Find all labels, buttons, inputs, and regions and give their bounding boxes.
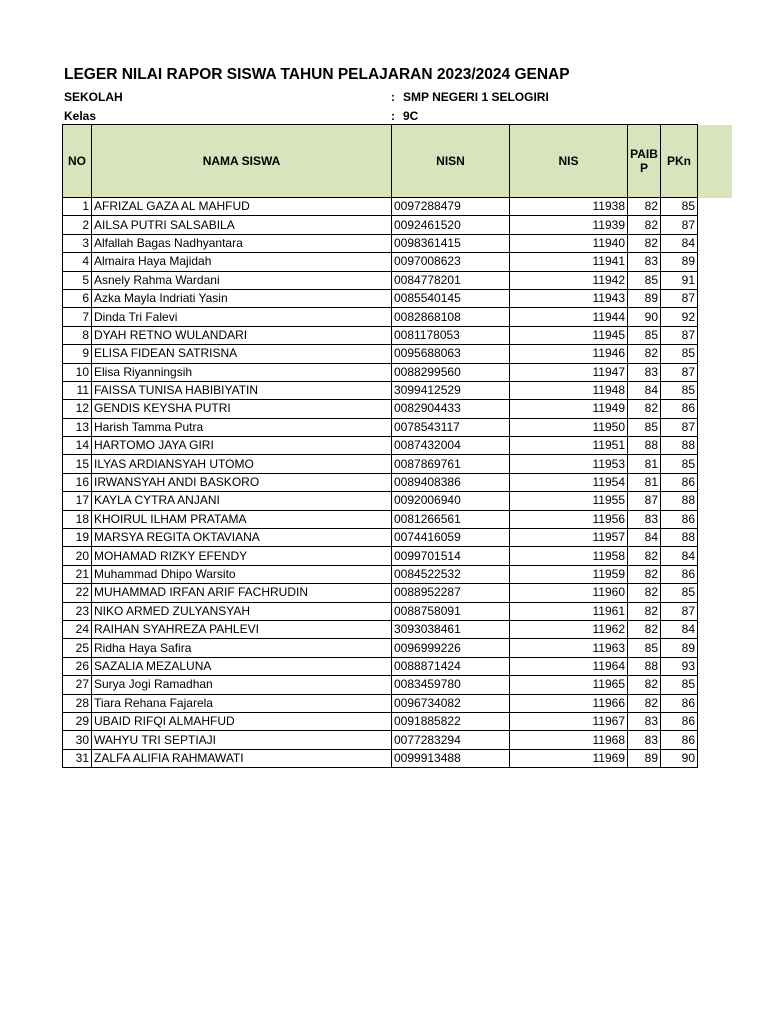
table-row	[63, 510, 698, 528]
cell-no: 28	[63, 694, 92, 712]
cell-nama: Dinda Tri Falevi	[92, 308, 392, 326]
table-header-row	[63, 125, 698, 198]
cell-paibp: 82	[628, 216, 661, 234]
school-colon: :	[391, 90, 395, 104]
cell-nisn: 0092006940	[392, 492, 510, 510]
cell-paibp: 82	[628, 676, 661, 694]
cell-no: 7	[63, 308, 92, 326]
cell-nama: Surya Jogi Ramadhan	[92, 676, 392, 694]
table-row	[63, 216, 698, 234]
cell-pkn: 91	[661, 271, 698, 289]
cell-pkn: 85	[661, 345, 698, 363]
cell-paibp: 83	[628, 712, 661, 730]
cell-pkn: 85	[661, 198, 698, 216]
cell-nis: 11956	[510, 510, 628, 528]
cell-no: 30	[63, 731, 92, 749]
cell-nisn: 0092461520	[392, 216, 510, 234]
cell-nis: 11962	[510, 620, 628, 638]
cell-pkn: 85	[661, 676, 698, 694]
cell-nama: GENDIS KEYSHA PUTRI	[92, 400, 392, 418]
cell-nisn: 0087869761	[392, 455, 510, 473]
cell-no: 27	[63, 676, 92, 694]
header-paibp	[628, 125, 661, 198]
cell-nisn: 0084522532	[392, 565, 510, 583]
cell-nama: HARTOMO JAYA GIRI	[92, 437, 392, 455]
cell-pkn: 85	[661, 381, 698, 399]
table-row	[63, 565, 698, 583]
cell-no: 2	[63, 216, 92, 234]
cell-pkn: 89	[661, 253, 698, 271]
table-row	[63, 547, 698, 565]
cell-nisn: 0096999226	[392, 639, 510, 657]
cell-nama: MUHAMMAD IRFAN ARIF FACHRUDIN	[92, 584, 392, 602]
cell-nisn: 0087432004	[392, 437, 510, 455]
cell-nisn: 0081178053	[392, 326, 510, 344]
table-row	[63, 271, 698, 289]
class-colon: :	[391, 109, 395, 123]
table-row	[63, 326, 698, 344]
cell-nisn: 3099412529	[392, 381, 510, 399]
header-nisn: NISN	[392, 125, 510, 198]
school-label: SEKOLAH	[64, 90, 123, 104]
cell-no: 24	[63, 620, 92, 638]
cell-pkn: 87	[661, 602, 698, 620]
cell-no: 29	[63, 712, 92, 730]
cell-nisn: 0099913488	[392, 749, 510, 767]
cell-nis: 11939	[510, 216, 628, 234]
cell-nisn: 0074416059	[392, 529, 510, 547]
cell-paibp: 82	[628, 602, 661, 620]
cell-no: 4	[63, 253, 92, 271]
cell-nis: 11941	[510, 253, 628, 271]
cell-pkn: 88	[661, 529, 698, 547]
cell-nisn: 0085540145	[392, 289, 510, 307]
table-row	[63, 492, 698, 510]
cell-pkn: 86	[661, 400, 698, 418]
cell-pkn: 89	[661, 639, 698, 657]
cell-no: 8	[63, 326, 92, 344]
cell-pkn: 86	[661, 473, 698, 491]
cell-nama: ELISA FIDEAN SATRISNA	[92, 345, 392, 363]
cell-paibp: 89	[628, 749, 661, 767]
cell-nama: UBAID RIFQI ALMAHFUD	[92, 712, 392, 730]
cell-paibp: 85	[628, 326, 661, 344]
cell-nama: Muhammad Dhipo Warsito	[92, 565, 392, 583]
table-row	[63, 639, 698, 657]
cell-no: 5	[63, 271, 92, 289]
cell-nis: 11946	[510, 345, 628, 363]
cell-paibp: 81	[628, 473, 661, 491]
cell-paibp: 89	[628, 289, 661, 307]
table-row	[63, 289, 698, 307]
cell-paibp: 84	[628, 529, 661, 547]
cell-nisn: 0084778201	[392, 271, 510, 289]
cell-nisn: 0082904433	[392, 400, 510, 418]
cell-paibp: 83	[628, 363, 661, 381]
table-row	[63, 529, 698, 547]
cell-paibp: 85	[628, 639, 661, 657]
cell-paibp: 88	[628, 657, 661, 675]
cell-no: 6	[63, 289, 92, 307]
cell-nis: 11966	[510, 694, 628, 712]
table-row	[63, 584, 698, 602]
cell-nisn: 0078543117	[392, 418, 510, 436]
cell-nis: 11944	[510, 308, 628, 326]
cell-paibp: 82	[628, 584, 661, 602]
cell-nis: 11961	[510, 602, 628, 620]
cell-pkn: 87	[661, 216, 698, 234]
cell-nama: MARSYA REGITA OKTAVIANA	[92, 529, 392, 547]
cell-pkn: 88	[661, 492, 698, 510]
cell-paibp: 81	[628, 455, 661, 473]
cell-nisn: 0077283294	[392, 731, 510, 749]
table-row	[63, 694, 698, 712]
cell-nis: 11951	[510, 437, 628, 455]
cell-paibp: 82	[628, 694, 661, 712]
header-pkn: PKn	[661, 125, 698, 198]
cell-nisn: 0088952287	[392, 584, 510, 602]
table-row	[63, 455, 698, 473]
cell-nama: ZALFA ALIFIA RAHMAWATI	[92, 749, 392, 767]
table-row	[63, 198, 698, 216]
cell-nisn: 0089408386	[392, 473, 510, 491]
cell-pkn: 88	[661, 437, 698, 455]
cell-nisn: 0097008623	[392, 253, 510, 271]
cell-nis: 11955	[510, 492, 628, 510]
cell-pkn: 86	[661, 712, 698, 730]
school-row	[64, 90, 549, 104]
table-row	[63, 473, 698, 491]
cell-pkn: 93	[661, 657, 698, 675]
cell-nama: Azka Mayla Indriati Yasin	[92, 289, 392, 307]
table-row	[63, 418, 698, 436]
cell-nama: Almaira Haya Majidah	[92, 253, 392, 271]
cell-nisn: 0098361415	[392, 234, 510, 252]
cell-pkn: 85	[661, 584, 698, 602]
cell-pkn: 87	[661, 326, 698, 344]
cell-nisn: 3093038461	[392, 620, 510, 638]
cell-pkn: 87	[661, 289, 698, 307]
cell-nama: KHOIRUL ILHAM PRATAMA	[92, 510, 392, 528]
class-row	[64, 109, 419, 123]
table-row	[63, 657, 698, 675]
cell-nama: IRWANSYAH ANDI BASKORO	[92, 473, 392, 491]
cell-nis: 11950	[510, 418, 628, 436]
cell-paibp: 82	[628, 620, 661, 638]
cell-nisn: 0081266561	[392, 510, 510, 528]
table-row	[63, 620, 698, 638]
cell-nama: AILSA PUTRI SALSABILA	[92, 216, 392, 234]
table-row	[63, 400, 698, 418]
cell-nama: NIKO ARMED ZULYANSYAH	[92, 602, 392, 620]
cell-nama: RAIHAN SYAHREZA PAHLEVI	[92, 620, 392, 638]
cell-nis: 11967	[510, 712, 628, 730]
cell-nis: 11938	[510, 198, 628, 216]
cell-paibp: 83	[628, 510, 661, 528]
table-row	[63, 749, 698, 767]
cell-paibp: 82	[628, 234, 661, 252]
cell-no: 16	[63, 473, 92, 491]
cell-nama: MOHAMAD RIZKY EFENDY	[92, 547, 392, 565]
cell-nis: 11969	[510, 749, 628, 767]
cell-nis: 11942	[510, 271, 628, 289]
cell-nisn: 0091885822	[392, 712, 510, 730]
cell-nama: AFRIZAL GAZA AL MAHFUD	[92, 198, 392, 216]
cell-nisn: 0082868108	[392, 308, 510, 326]
header-paibp-line1: PAIB	[630, 147, 658, 161]
cell-nis: 11963	[510, 639, 628, 657]
cell-no: 3	[63, 234, 92, 252]
header-paibp-line2: P	[639, 161, 648, 175]
table-row	[63, 345, 698, 363]
table-row	[63, 712, 698, 730]
cell-nis: 11949	[510, 400, 628, 418]
cell-no: 23	[63, 602, 92, 620]
cell-paibp: 88	[628, 437, 661, 455]
table-row	[63, 308, 698, 326]
table-row	[63, 381, 698, 399]
header-no: NO	[63, 125, 92, 198]
cell-nama: Alfallah Bagas Nadhyantara	[92, 234, 392, 252]
cell-pkn: 92	[661, 308, 698, 326]
cell-nama: Ridha Haya Safira	[92, 639, 392, 657]
cell-nis: 11959	[510, 565, 628, 583]
cell-no: 18	[63, 510, 92, 528]
cell-pkn: 84	[661, 234, 698, 252]
cell-pkn: 87	[661, 418, 698, 436]
cell-no: 11	[63, 381, 92, 399]
cell-nisn: 0095688063	[392, 345, 510, 363]
cell-no: 10	[63, 363, 92, 381]
cell-paibp: 85	[628, 418, 661, 436]
table-row	[63, 437, 698, 455]
cell-pkn: 86	[661, 694, 698, 712]
cell-nama: Harish Tamma Putra	[92, 418, 392, 436]
cell-no: 17	[63, 492, 92, 510]
cell-nis: 11943	[510, 289, 628, 307]
cell-nis: 11947	[510, 363, 628, 381]
cell-nis: 11964	[510, 657, 628, 675]
cell-pkn: 85	[661, 455, 698, 473]
cell-pkn: 87	[661, 363, 698, 381]
cell-paibp: 90	[628, 308, 661, 326]
cell-nisn: 0096734082	[392, 694, 510, 712]
cell-nama: Elisa Riyanningsih	[92, 363, 392, 381]
cell-nisn: 0088758091	[392, 602, 510, 620]
cell-nama: Tiara Rehana Fajarela	[92, 694, 392, 712]
table-row	[63, 234, 698, 252]
cell-nis: 11960	[510, 584, 628, 602]
cell-nis: 11940	[510, 234, 628, 252]
grades-table	[62, 124, 698, 768]
table-row	[63, 363, 698, 381]
header-fill-extension	[696, 125, 732, 198]
document-title: LEGER NILAI RAPOR SISWA TAHUN PELAJARAN 2023/2024 GENAP	[64, 66, 570, 83]
cell-paibp: 82	[628, 547, 661, 565]
cell-no: 13	[63, 418, 92, 436]
cell-paibp: 87	[628, 492, 661, 510]
table-body	[63, 198, 698, 768]
table-row	[63, 253, 698, 271]
cell-nama: Asnely Rahma Wardani	[92, 271, 392, 289]
cell-no: 15	[63, 455, 92, 473]
cell-pkn: 86	[661, 731, 698, 749]
cell-nis: 11945	[510, 326, 628, 344]
cell-pkn: 86	[661, 510, 698, 528]
cell-nisn: 0097288479	[392, 198, 510, 216]
cell-nis: 11948	[510, 381, 628, 399]
cell-nama: FAISSA TUNISA HABIBIYATIN	[92, 381, 392, 399]
cell-no: 26	[63, 657, 92, 675]
cell-pkn: 84	[661, 620, 698, 638]
cell-no: 9	[63, 345, 92, 363]
cell-nisn: 0088299560	[392, 363, 510, 381]
cell-nama: DYAH RETNO WULANDARI	[92, 326, 392, 344]
school-value: SMP NEGERI 1 SELOGIRI	[403, 90, 549, 104]
cell-no: 12	[63, 400, 92, 418]
cell-no: 20	[63, 547, 92, 565]
cell-paibp: 83	[628, 253, 661, 271]
cell-no: 25	[63, 639, 92, 657]
cell-nis: 11965	[510, 676, 628, 694]
cell-nisn: 0083459780	[392, 676, 510, 694]
cell-no: 22	[63, 584, 92, 602]
table-row	[63, 676, 698, 694]
cell-paibp: 85	[628, 271, 661, 289]
table-row	[63, 731, 698, 749]
cell-nisn: 0088871424	[392, 657, 510, 675]
class-value: 9C	[403, 109, 419, 123]
cell-no: 19	[63, 529, 92, 547]
cell-no: 31	[63, 749, 92, 767]
cell-paibp: 84	[628, 381, 661, 399]
cell-paibp: 82	[628, 198, 661, 216]
cell-pkn: 90	[661, 749, 698, 767]
cell-no: 21	[63, 565, 92, 583]
cell-nama: ILYAS ARDIANSYAH UTOMO	[92, 455, 392, 473]
cell-pkn: 86	[661, 565, 698, 583]
cell-paibp: 82	[628, 345, 661, 363]
cell-nis: 11968	[510, 731, 628, 749]
cell-no: 1	[63, 198, 92, 216]
header-nama: NAMA SISWA	[92, 125, 392, 198]
cell-paibp: 83	[628, 731, 661, 749]
class-label: Kelas	[64, 109, 97, 123]
header-nis: NIS	[510, 125, 628, 198]
cell-nis: 11957	[510, 529, 628, 547]
cell-nama: SAZALIA MEZALUNA	[92, 657, 392, 675]
cell-paibp: 82	[628, 565, 661, 583]
cell-nama: KAYLA CYTRA ANJANI	[92, 492, 392, 510]
cell-nama: WAHYU TRI SEPTIAJI	[92, 731, 392, 749]
cell-nisn: 0099701514	[392, 547, 510, 565]
cell-nis: 11954	[510, 473, 628, 491]
cell-pkn: 84	[661, 547, 698, 565]
table-row	[63, 602, 698, 620]
cell-nis: 11958	[510, 547, 628, 565]
cell-nis: 11953	[510, 455, 628, 473]
cell-paibp: 82	[628, 400, 661, 418]
cell-no: 14	[63, 437, 92, 455]
